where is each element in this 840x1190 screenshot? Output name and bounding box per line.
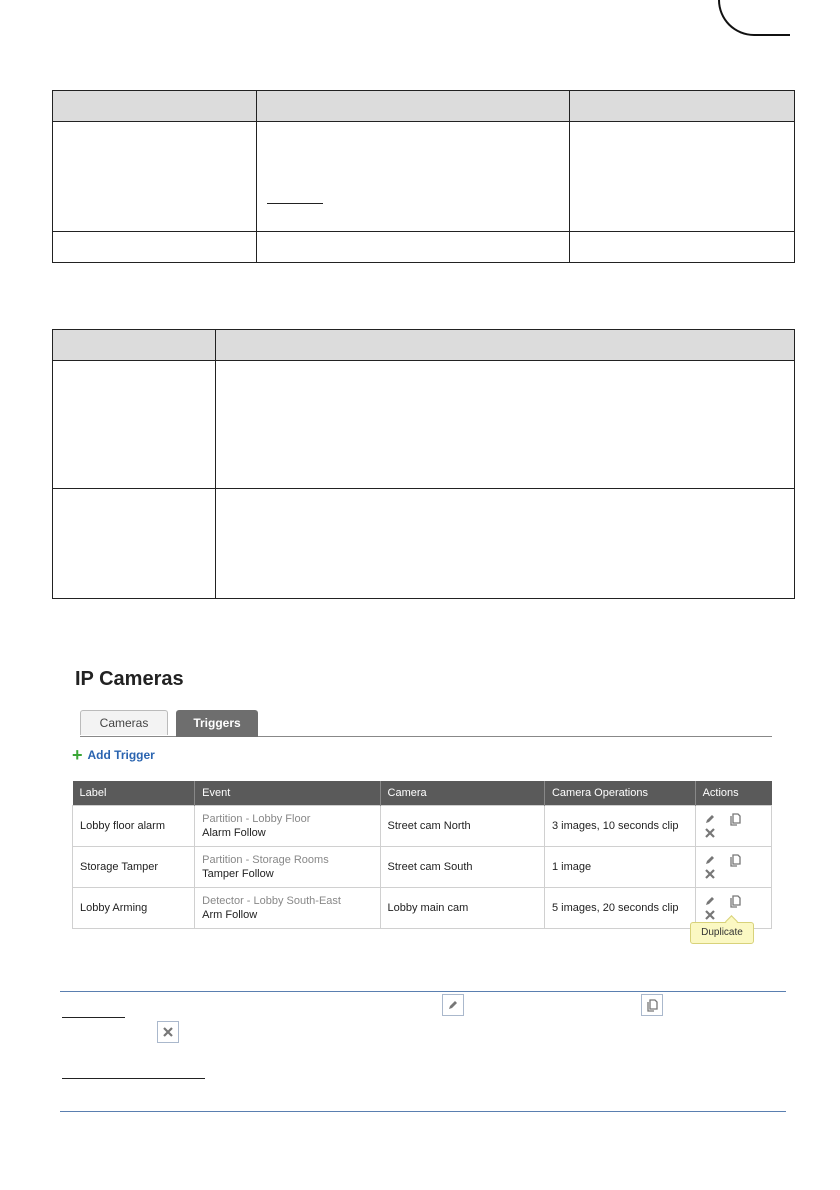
triggers-table: [72, 781, 772, 929]
cell-actions: [695, 847, 771, 888]
cell-camera: Street cam North: [380, 806, 544, 847]
pencil-icon[interactable]: [703, 894, 717, 908]
page-title: IP Cameras: [75, 668, 184, 690]
table-row: [53, 122, 795, 232]
duplicate-icon[interactable]: [728, 812, 742, 826]
event-type: Tamper Follow: [202, 868, 274, 880]
column-header-operations[interactable]: Camera Operations: [544, 781, 695, 806]
add-trigger-button[interactable]: [72, 745, 155, 765]
table-row: [73, 847, 772, 888]
table-row: [73, 806, 772, 847]
tab-bar: [80, 710, 772, 737]
pencil-icon: [446, 998, 460, 1012]
close-icon: [161, 1025, 175, 1039]
column-header-actions: Actions: [695, 781, 771, 806]
ip-cameras-screenshot: [72, 668, 774, 950]
table-row: [53, 232, 795, 263]
table-row: [53, 489, 795, 599]
note-duplicate-icon: [641, 994, 663, 1016]
note-underline: [62, 1078, 205, 1079]
duplicate-tooltip: Duplicate: [690, 922, 754, 944]
note-pencil-icon: [442, 994, 464, 1016]
document-table-1: [52, 90, 795, 263]
table-header-row: [53, 330, 795, 361]
cell-operations: 1 image: [544, 847, 695, 888]
table-row: [53, 361, 795, 489]
cell-camera: Lobby main cam: [380, 888, 544, 929]
cell-label: Storage Tamper: [73, 847, 195, 888]
cell-actions: [695, 806, 771, 847]
table-header-row: [53, 91, 795, 122]
close-icon[interactable]: [703, 908, 717, 922]
duplicate-icon[interactable]: [728, 853, 742, 867]
cell-label: Lobby Arming: [73, 888, 195, 929]
pencil-icon[interactable]: [703, 812, 717, 826]
cell-event: [195, 847, 380, 888]
event-source: Partition - Lobby Floor: [202, 813, 311, 825]
event-type: Arm Follow: [202, 909, 258, 921]
page-binding-mark: [718, 0, 790, 36]
note-close-icon: [157, 1021, 179, 1043]
underlined-text-mark: [267, 203, 323, 204]
table-row: [73, 888, 772, 929]
table-header-row: [73, 781, 772, 806]
column-header-label[interactable]: Label: [73, 781, 195, 806]
note-underline: [62, 1017, 125, 1018]
cell-event: [195, 888, 380, 929]
document-table-2: [52, 329, 795, 599]
cell-label: Lobby floor alarm: [73, 806, 195, 847]
event-type: Alarm Follow: [202, 827, 266, 839]
cell-event: [195, 806, 380, 847]
column-header-camera[interactable]: Camera: [380, 781, 544, 806]
cell-operations: 5 images, 20 seconds clip: [544, 888, 695, 929]
cell-operations: 3 images, 10 seconds clip: [544, 806, 695, 847]
plus-icon: +: [72, 745, 83, 765]
close-icon[interactable]: [703, 867, 717, 881]
note-top-rule: [60, 991, 786, 992]
tab-cameras[interactable]: Cameras: [80, 710, 168, 735]
cell-camera: Street cam South: [380, 847, 544, 888]
duplicate-icon[interactable]: [728, 894, 742, 908]
pencil-icon[interactable]: [703, 853, 717, 867]
event-source: Detector - Lobby South-East: [202, 895, 341, 907]
close-icon[interactable]: [703, 826, 717, 840]
duplicate-icon: [645, 998, 659, 1012]
tab-triggers[interactable]: Triggers: [176, 710, 258, 737]
event-source: Partition - Storage Rooms: [202, 854, 329, 866]
note-bottom-rule: [60, 1111, 786, 1112]
add-trigger-label: Add Trigger: [87, 748, 155, 762]
column-header-event[interactable]: Event: [195, 781, 380, 806]
